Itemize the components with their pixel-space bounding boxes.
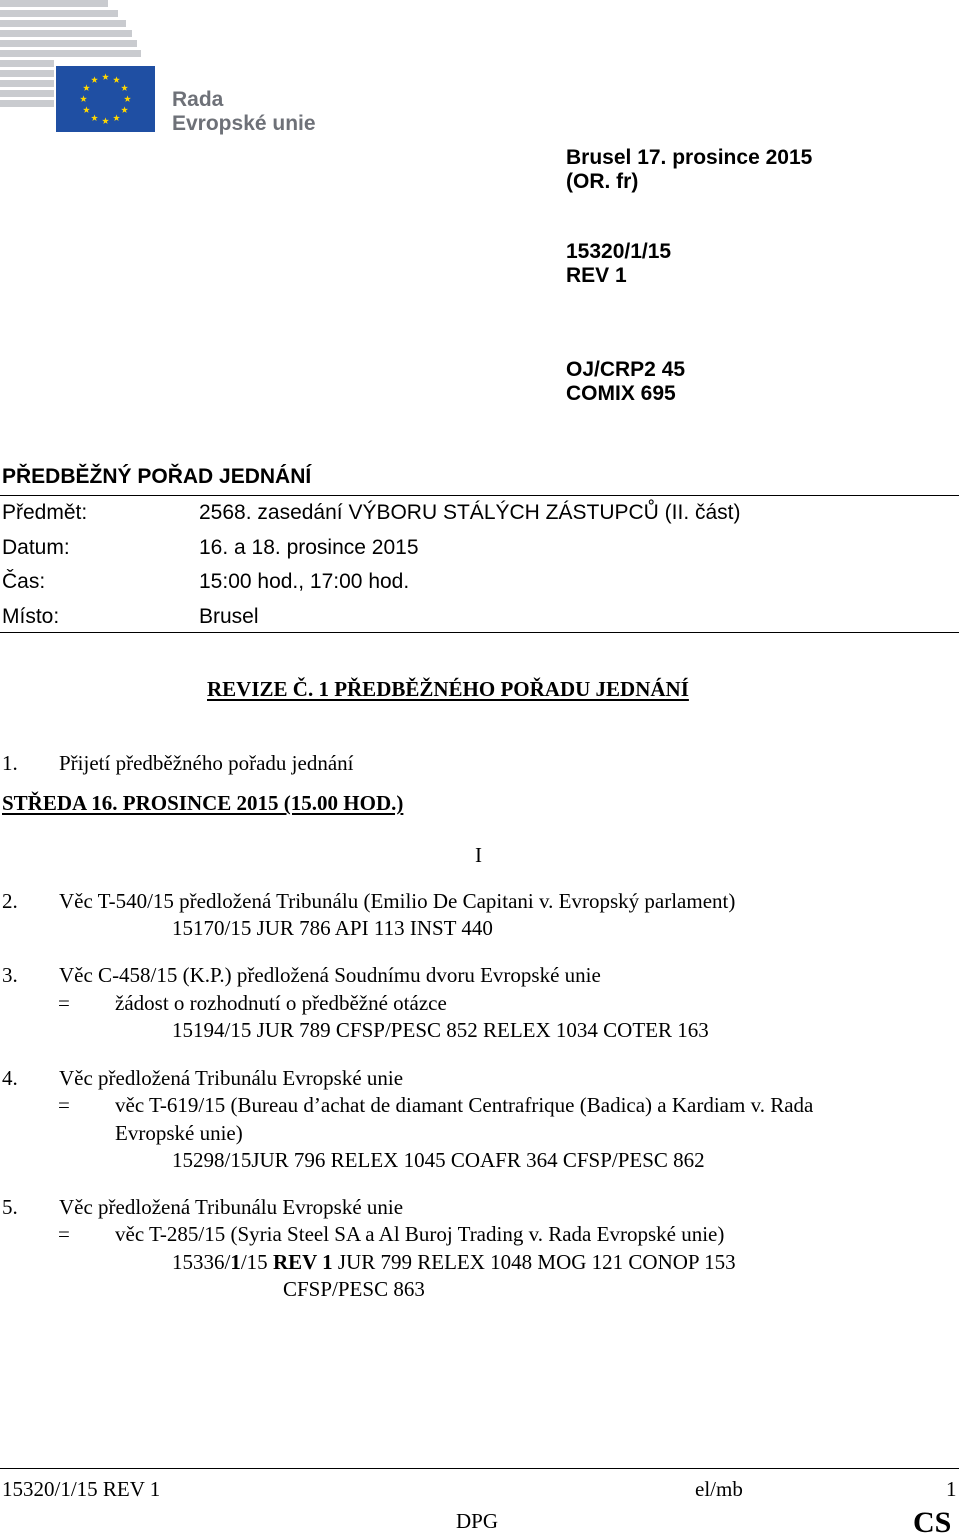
item-3-number: 3. <box>2 963 18 987</box>
item-2-reference: 15170/15 JUR 786 API 113 INST 440 <box>172 916 493 940</box>
item-5-ref-bold-revnum: 1 <box>230 1250 241 1274</box>
original-language: (OR. fr) <box>566 170 639 193</box>
footer-department: DPG <box>456 1509 499 1533</box>
meta-label-place: Místo: <box>2 605 60 628</box>
document-code-1: OJ/CRP2 45 <box>566 358 686 381</box>
council-logo <box>0 0 160 135</box>
item-5-reference-line2: CFSP/PESC 863 <box>283 1277 425 1301</box>
logo-arc <box>0 20 126 27</box>
logo-arc <box>0 0 108 7</box>
logo-arc <box>0 70 54 77</box>
item-3-subject: žádost o rozhodnutí o předběžné otázce <box>115 991 447 1015</box>
logo-arc <box>0 60 54 67</box>
footer-page-number: 1 <box>946 1477 957 1501</box>
item-4-equals: = <box>58 1093 70 1117</box>
item-4-subject-line2: Evropské unie) <box>115 1121 243 1145</box>
item-2-text: Věc T-540/15 předložená Tribunálu (Emilio De Capitani v. Evropský parlament) <box>59 889 736 913</box>
logo-arc <box>0 80 54 87</box>
item-5-ref-bold-rev: REV 1 <box>272 1250 333 1274</box>
footer-doc-ref: 15320/1/15 REV 1 <box>2 1477 161 1501</box>
item-1-number: 1. <box>2 751 18 775</box>
item-3-text: Věc C-458/15 (K.P.) předložená Soudnímu dvoru Evropské unie <box>59 963 601 987</box>
item-5-number: 5. <box>2 1195 18 1219</box>
item-4-subject-line1: věc T-619/15 (Bureau d’achat de diamant Centrafrique (Badica) a Kardiam v. Rada <box>115 1093 814 1117</box>
day-heading: STŘEDA 16. PROSINCE 2015 (15.00 HOD.) <box>2 791 404 815</box>
logo-arc <box>0 100 54 107</box>
divider-bottom <box>0 632 959 633</box>
item-5-ref-part: JUR 799 RELEX 1048 MOG 121 CONOP 153 <box>332 1250 736 1274</box>
document-number: 15320/1/15 <box>566 240 672 263</box>
divider-top <box>0 495 959 496</box>
meta-value-place: Brusel <box>199 605 259 628</box>
meta-value-time: 15:00 hod., 17:00 hod. <box>199 570 410 593</box>
meta-label-time: Čas: <box>2 570 46 593</box>
item-4-reference: 15298/15JUR 796 RELEX 1045 COAFR 364 CFSP/PESC 862 <box>172 1148 705 1172</box>
section-mark: I <box>475 843 482 867</box>
logo-arc <box>0 50 141 57</box>
item-3-equals: = <box>58 991 70 1015</box>
place-date: Brusel 17. prosince 2015 <box>566 146 813 169</box>
revision-heading: REVIZE Č. 1 PŘEDBĚŽNÉHO POŘADU JEDNÁNÍ <box>207 677 689 701</box>
footer-initials: el/mb <box>695 1477 743 1501</box>
logo-arc <box>0 10 118 17</box>
document-revision: REV 1 <box>566 264 627 287</box>
logo-arc <box>0 90 54 97</box>
agenda-title: PŘEDBĚŽNÝ POŘAD JEDNÁNÍ <box>2 465 312 488</box>
meta-value-date: 16. a 18. prosince 2015 <box>199 536 419 559</box>
logo-arc <box>0 40 137 47</box>
item-4-number: 4. <box>2 1066 18 1090</box>
meta-label-date: Datum: <box>2 536 70 559</box>
item-5-reference <box>172 1249 736 1275</box>
meta-label-subject: Předmět: <box>2 501 88 524</box>
item-5-ref-part: 15336/ <box>172 1250 231 1274</box>
logo-arc <box>0 30 132 37</box>
logo-name-line2: Evropské unie <box>172 112 316 135</box>
document-code-2: COMIX 695 <box>566 382 676 405</box>
item-5-ref-part: /15 <box>240 1250 273 1274</box>
item-3-reference: 15194/15 JUR 789 CFSP/PESC 852 RELEX 1034 COTER 163 <box>172 1018 709 1042</box>
item-5-subject: věc T-285/15 (Syria Steel SA a Al Buroj Trading v. Rada Evropské unie) <box>115 1222 725 1246</box>
footer-language: CS <box>913 1506 952 1539</box>
footer-divider <box>0 1468 959 1469</box>
meta-value-subject: 2568. zasedání VÝBORU STÁLÝCH ZÁSTUPCŮ (II. část) <box>199 501 741 524</box>
logo-name-line1: Rada <box>172 88 224 111</box>
item-5-equals: = <box>58 1222 70 1246</box>
item-2-number: 2. <box>2 889 18 913</box>
item-1-text: Přijetí předběžného pořadu jednání <box>59 751 354 775</box>
item-5-text: Věc předložená Tribunálu Evropské unie <box>59 1195 404 1219</box>
item-4-text: Věc předložená Tribunálu Evropské unie <box>59 1066 404 1090</box>
